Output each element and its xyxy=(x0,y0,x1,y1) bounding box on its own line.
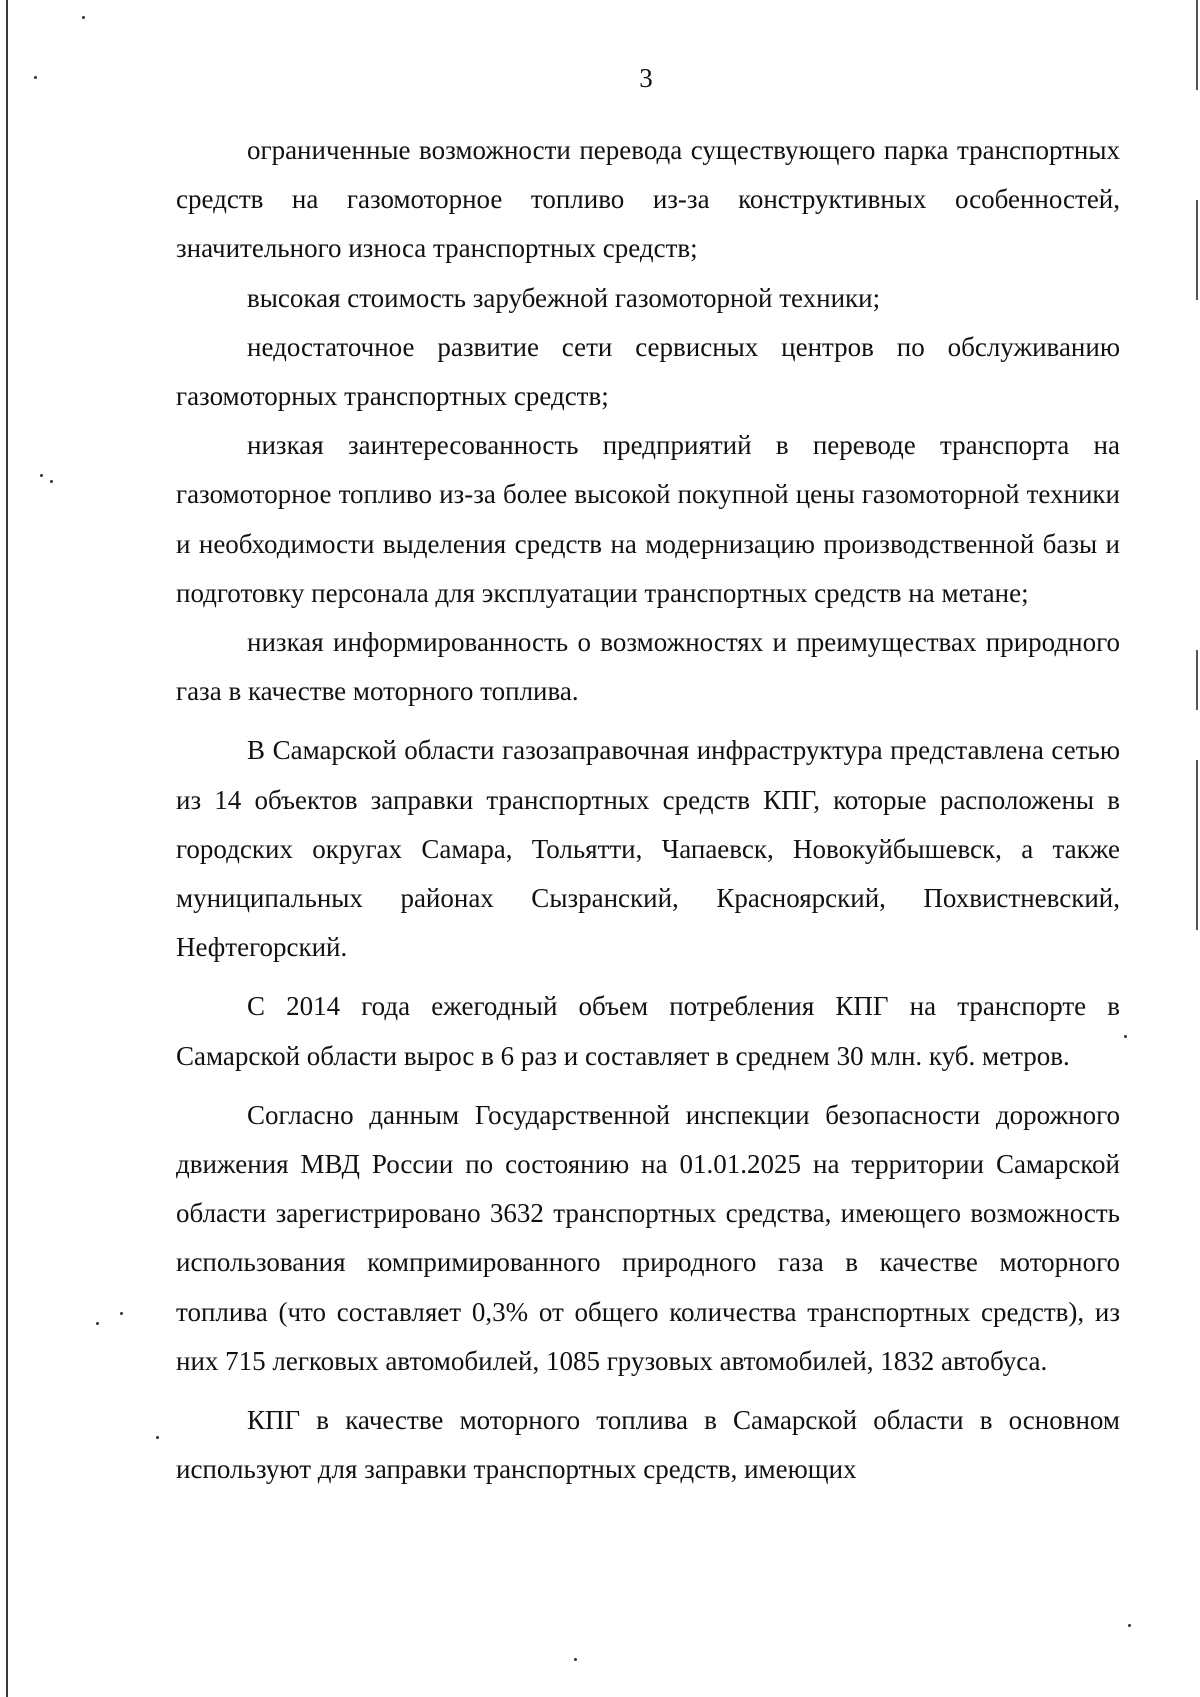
scan-speck xyxy=(1128,1624,1131,1627)
paragraph: ограниченные возможности перевода существующего парка транспортных средств на газомоторное топливо из-за конструктивных особенностей, значительного износа транспортных средств; xyxy=(176,135,1120,264)
paragraph: Согласно данным Государственной инспекции безопасности дорожного движения МВД России по состоянию на 01.01.2025 на территории Самарской области зарегистрировано 3632 транспортных средства, имеющего возможность использования компримированного природного газа в качестве моторного топлива (что составляет 0,3% от общего количества транспортных средств), из них 715 легковых автомобилей, 1085 грузовых автомобилей, 1832 автобуса. xyxy=(176,1099,1120,1376)
page-number: 3 xyxy=(639,63,653,93)
document-body xyxy=(176,126,1120,1494)
scan-speck xyxy=(82,16,85,19)
scan-speck xyxy=(574,1658,577,1661)
scan-speck xyxy=(156,1436,159,1439)
scan-speck xyxy=(1124,1035,1127,1038)
paragraph: В Самарской области газозаправочная инфраструктура представлена сетью из 14 объектов заправки транспортных средств КПГ, которые расположены в городских округах Самара, Тольятти, Чапаевск, Новокуйбышевск, а также муниципальных районах Сызранский, Красноярский, Похвистневский, Нефтегорский. xyxy=(176,735,1120,963)
scan-speck xyxy=(96,1322,99,1325)
scan-speck xyxy=(40,474,43,477)
scan-speck xyxy=(34,76,37,79)
paragraph: низкая информированность о возможностях и преимуществах природного газа в качестве моторного топлива. xyxy=(176,627,1120,707)
scan-speck xyxy=(50,480,53,483)
paragraph: низкая заинтересованность предприятий в переводе транспорта на газомоторное топливо из-за более высокой покупной цены газомоторной техники и необходимости выделения средств на модернизацию производственной базы и подготовку персонала для эксплуатации транспортных средств на метане; xyxy=(176,430,1120,608)
paragraph: высокая стоимость зарубежной газомоторной техники; xyxy=(247,282,881,313)
scan-right-edge xyxy=(1196,650,1198,710)
scan-left-edge xyxy=(6,0,8,1697)
scan-right-edge xyxy=(1196,200,1198,300)
scan-right-edge xyxy=(1196,760,1198,930)
paragraph: КПГ в качестве моторного топлива в Самарской области в основном используют для заправки транспортных средств, имеющих xyxy=(176,1405,1120,1485)
paragraph: недостаточное развитие сети сервисных центров по обслуживанию газомоторных транспортных средств; xyxy=(176,331,1120,412)
paragraph: С 2014 года ежегодный объем потребления КПГ на транспорте в Самарской области вырос в 6 раз и составляет в среднем 30 млн. куб. метров. xyxy=(176,991,1120,1071)
scan-speck xyxy=(120,1312,123,1315)
